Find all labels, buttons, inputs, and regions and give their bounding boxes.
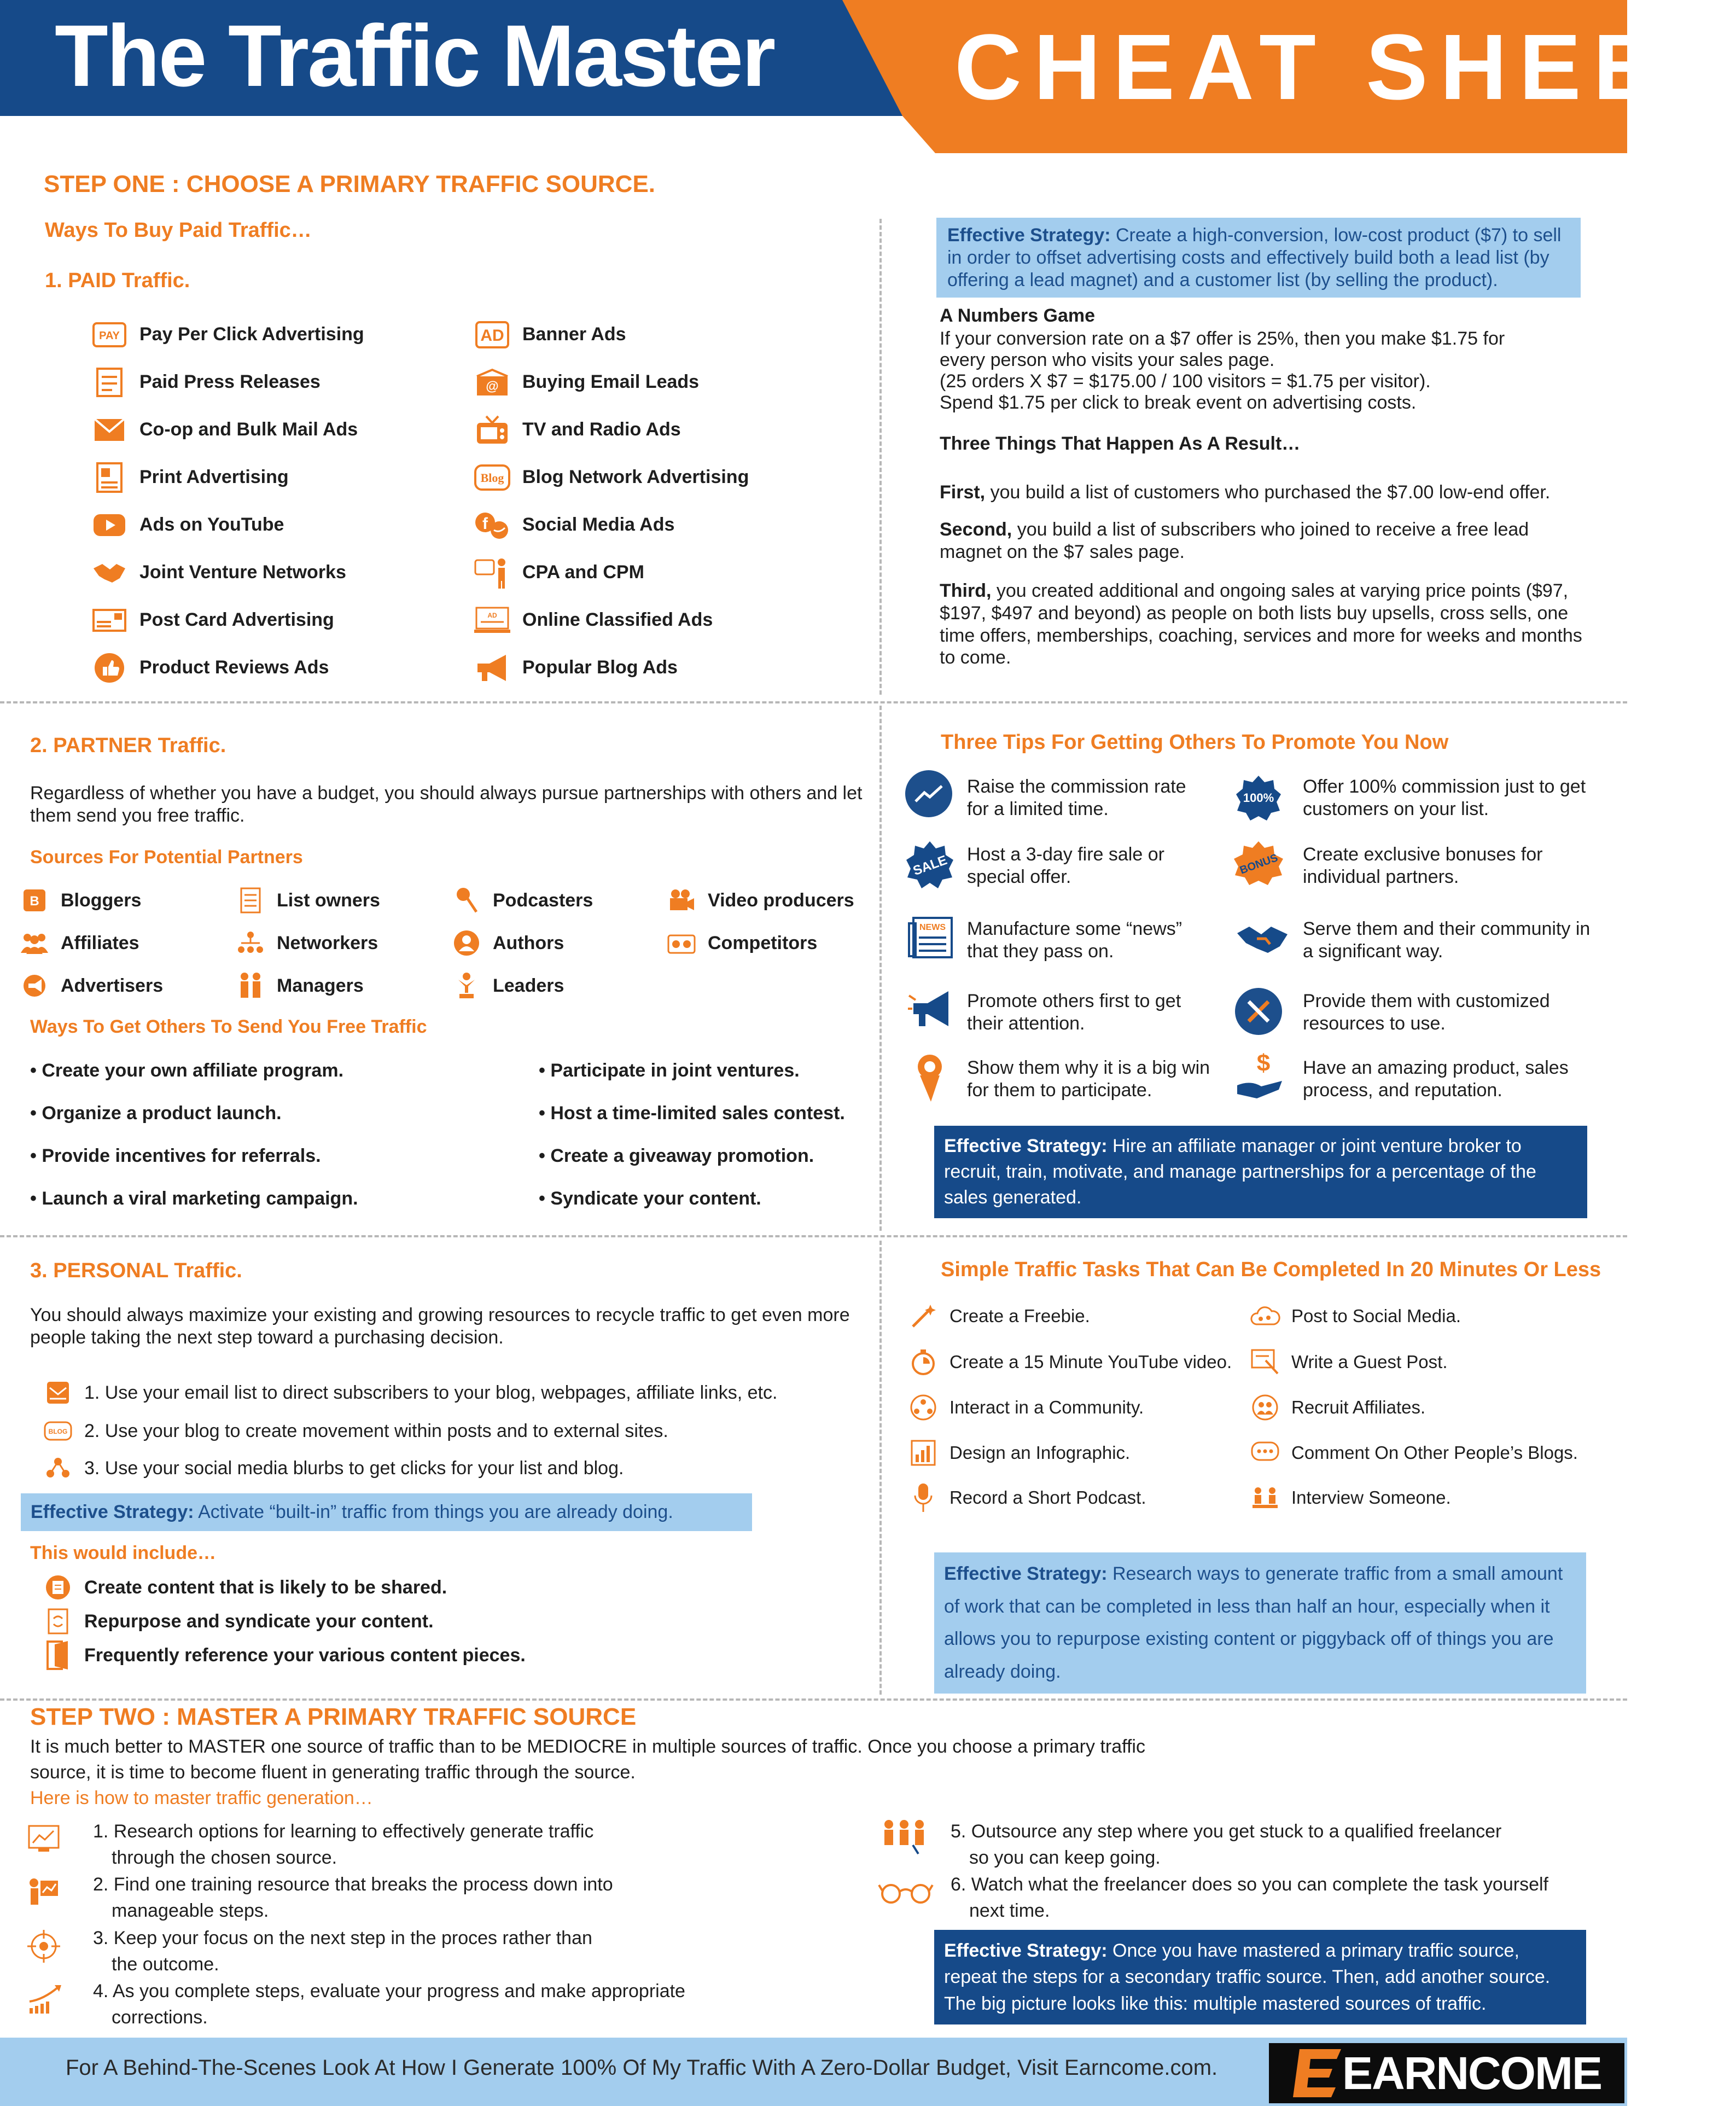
include-item <box>43 1640 526 1671</box>
result-first-label: First, <box>940 482 986 503</box>
tip-icon-percent <box>1235 775 1282 824</box>
personal-step <box>43 1453 624 1483</box>
source-item <box>451 970 564 1001</box>
page-title: The Traffic Master <box>55 7 774 104</box>
step-two-intro: It is much better to MASTER one source of traffic than to be MEDIOCRE in multiple sources of traffic. Once you choose a primary traffic source, it is time to become fluent in generating traffic through the source. <box>30 1736 1145 1783</box>
result-third <box>940 580 1585 669</box>
email-list-icon <box>43 1377 73 1408</box>
source-item <box>451 885 593 916</box>
step-one-heading: STEP ONE : CHOOSE A PRIMARY TRAFFIC SOURCE. <box>44 171 656 197</box>
ad-badge-icon <box>473 316 511 354</box>
tip-icon-bonus <box>1232 840 1285 889</box>
partner-intro: Regardless of whether you have a budget, you should always pursue partnerships with others and let them send you free traffic. <box>30 783 863 826</box>
step-two-item <box>93 1979 685 2031</box>
divider-horizontal-1 <box>0 701 1627 703</box>
affiliates-icon <box>19 928 50 958</box>
svg-text:AD: AD <box>480 326 504 345</box>
svg-text:@: @ <box>486 379 499 394</box>
step-two-icon <box>27 1876 60 1912</box>
thumbs-up-icon <box>90 649 129 687</box>
divider-horizontal-2 <box>0 1235 1627 1237</box>
step-two-icon <box>27 1824 60 1858</box>
leader-icon <box>451 970 482 1001</box>
source-label: Video producers <box>708 889 854 911</box>
paid-item <box>90 311 462 358</box>
paid-item <box>90 453 462 501</box>
step-two-line: 2. Find one training resource that breaks the process down into <box>93 1874 613 1895</box>
result-second-text: you build a list of subscribers who joined to receive a free lead magnet on the $7 sales page. <box>940 519 1529 562</box>
tip-text: Have an amazing product, sales process, and reputation. <box>1303 1057 1569 1101</box>
step-two-line: manageable steps. <box>112 1900 269 1921</box>
result-second <box>940 519 1585 563</box>
paid-item-label: Online Classified Ads <box>522 609 713 630</box>
task-text: Post to Social Media. <box>1291 1306 1461 1326</box>
step-two-item <box>93 1872 613 1924</box>
money-hand-icon <box>1235 1049 1285 1101</box>
source-label: Podcasters <box>493 889 593 911</box>
numbers-line: every person who visits your sales page. <box>940 350 1275 371</box>
step-two-line: 1. Research options for learning to effectively generate traffic <box>93 1821 594 1842</box>
paid-item <box>473 549 867 596</box>
partner-heading: 2. PARTNER Traffic. <box>30 734 226 757</box>
tip-icon-tools <box>1235 988 1282 1035</box>
paid-item-label: Print Advertising <box>139 467 289 487</box>
strategy-text: Create a high-conversion, low-cost product ($7) to sell in order to offset advertising costs and effectively build both a lead list (by offering a lead magnet) and a customer list (by selling the product). <box>947 225 1562 290</box>
step-two-line: 3. Keep your focus on the next step in the proces rather than <box>93 1928 592 1948</box>
research-icon <box>27 1824 60 1855</box>
source-item <box>19 970 163 1001</box>
tip-text: Serve them and their community in a significant way. <box>1303 918 1591 962</box>
earncome-logo[interactable] <box>1269 2043 1624 2103</box>
news-icon <box>908 916 954 959</box>
result-second-label: Second, <box>940 519 1012 540</box>
source-label: Competitors <box>708 932 818 953</box>
personal-step-text: 1. Use your email list to direct subscribers to your blog, webpages, affiliate links, etc. <box>84 1382 778 1403</box>
pay-badge-icon <box>90 316 129 354</box>
task-text: Design an Infographic. <box>949 1442 1131 1463</box>
postcard-icon <box>90 601 129 639</box>
step-two-icon <box>27 1983 63 2018</box>
paid-item <box>90 358 462 406</box>
step-two-heading: STEP TWO : MASTER A PRIMARY TRAFFIC SOURCE <box>30 1703 637 1730</box>
task-text: Interact in a Community. <box>949 1397 1144 1417</box>
paid-item <box>90 501 462 549</box>
way-item: • Syndicate your content. <box>539 1188 761 1209</box>
include-text: Frequently reference your various content pieces. <box>84 1644 526 1666</box>
tip-text: Raise the commission rate for a limited time. <box>967 776 1186 819</box>
stopwatch-icon <box>908 1347 939 1377</box>
infographic-icon <box>908 1438 939 1468</box>
page-subtitle: CHEAT SHEET <box>954 15 1736 119</box>
social-icon <box>473 506 511 544</box>
paid-item-label: Buying Email Leads <box>522 371 700 392</box>
strategy-label: Effective Strategy: <box>944 1136 1108 1156</box>
comment-icon <box>1250 1438 1280 1468</box>
community-icon <box>908 1392 939 1423</box>
paid-item-label: TV and Radio Ads <box>522 419 681 440</box>
strategy-label: Effective Strategy: <box>944 1563 1108 1584</box>
interview-icon <box>1250 1482 1280 1513</box>
way-item: • Host a time-limited sales contest. <box>539 1103 845 1124</box>
strategy-box-step-two <box>934 1930 1586 2024</box>
svg-text:AD: AD <box>487 611 497 619</box>
sources-heading: Sources For Potential Partners <box>30 847 303 868</box>
megaphone-icon <box>908 988 955 1029</box>
step-two-item <box>951 1872 1548 1924</box>
way-item: • Create your own affiliate program. <box>30 1060 344 1081</box>
paid-item-label: Banner Ads <box>522 324 626 345</box>
strategy-text: Hire an affiliate manager or joint venture broker to recruit, train, motivate, and manage partnerships for a percentage of the sales generated. <box>944 1136 1536 1208</box>
glasses-icon <box>878 1881 935 1905</box>
paid-item-label: Product Reviews Ads <box>139 657 329 678</box>
source-label: Leaders <box>493 975 564 996</box>
step-two-item <box>93 1925 592 1977</box>
task-item <box>1250 1482 1451 1513</box>
paid-item-label: Popular Blog Ads <box>522 657 678 678</box>
source-item <box>235 928 378 958</box>
megaphone-icon <box>473 649 511 687</box>
task-item <box>1250 1392 1425 1423</box>
tools-icon <box>1235 988 1282 1035</box>
svg-text:B: B <box>30 894 39 909</box>
personal-step-text: 3. Use your social media blurbs to get clicks for your list and blog. <box>84 1457 624 1479</box>
strategy-text: Activate “built-in” traffic from things you are already doing. <box>194 1502 673 1522</box>
growth-chart-icon <box>27 1983 63 2016</box>
svg-text:BLOG: BLOG <box>48 1428 68 1435</box>
task-text: Recruit Affiliates. <box>1291 1397 1426 1417</box>
paid-item-label: Blog Network Advertising <box>522 467 749 487</box>
how-to-master-heading: Here is how to master traffic generation… <box>30 1788 373 1808</box>
include-item <box>43 1606 434 1637</box>
step-two-icon <box>878 1881 935 1907</box>
source-item <box>666 928 817 958</box>
paid-item-label: Paid Press Releases <box>139 371 321 392</box>
classified-icon <box>473 601 511 639</box>
print-icon <box>90 458 129 497</box>
paid-item <box>473 596 867 644</box>
tip-text: Provide them with customized resources to use. <box>1303 991 1550 1034</box>
footer-cta[interactable]: For A Behind-The-Scenes Look At How I Generate 100% Of My Traffic With A Zero-Dollar Budget, Visit Earncome.com. <box>66 2056 1218 2080</box>
repurpose-icon <box>43 1606 73 1637</box>
strategy-label: Effective Strategy: <box>944 1940 1108 1961</box>
paid-item <box>473 406 867 453</box>
task-item <box>908 1438 1130 1468</box>
task-text: Create a 15 Minute YouTube video. <box>949 1352 1232 1372</box>
target-icon <box>27 1930 60 1963</box>
step-two-icon <box>878 1819 930 1858</box>
step-two-line: 6. Watch what the freelancer does so you can complete the task yourself <box>951 1874 1548 1895</box>
strategy-box-partner <box>934 1126 1587 1218</box>
step-two-line: 5. Outsource any step where you get stuck to a qualified freelancer <box>951 1821 1502 1842</box>
task-item <box>908 1392 1144 1423</box>
paid-item <box>473 311 867 358</box>
source-item <box>235 970 364 1001</box>
source-label: Bloggers <box>61 889 142 911</box>
task-text: Comment On Other People’s Blogs. <box>1291 1442 1578 1463</box>
step-two-line: through the chosen source. <box>112 1847 337 1868</box>
handshake-icon <box>90 554 129 592</box>
percent-badge-text: 100% <box>1243 791 1274 805</box>
paid-item-label: CPA and CPM <box>522 562 644 583</box>
svg-text:f: f <box>482 514 488 533</box>
source-item <box>451 928 564 958</box>
logo-e-mark <box>1292 2047 1342 2099</box>
source-label: Networkers <box>277 932 378 953</box>
step-two-line: 4. As you complete steps, evaluate your progress and make appropriate <box>93 1981 685 2002</box>
step-two-line: so you can keep going. <box>969 1847 1161 1868</box>
task-text: Create a Freebie. <box>949 1306 1090 1326</box>
divider-vertical-1 <box>879 219 882 695</box>
tip-text: Host a 3-day fire sale or special offer. <box>967 844 1164 887</box>
way-item: • Participate in joint ventures. <box>539 1060 800 1081</box>
recruit-icon <box>1250 1392 1280 1423</box>
source-label: Authors <box>493 932 564 953</box>
way-item: • Organize a product launch. <box>30 1103 282 1124</box>
content-icon <box>43 1572 73 1603</box>
step-two-line: corrections. <box>112 2006 208 2028</box>
handshake-icon <box>1235 922 1290 955</box>
strategy-label: Effective Strategy: <box>947 225 1111 246</box>
ways-to-buy-heading: Ways To Buy Paid Traffic… <box>45 219 312 242</box>
source-label: List owners <box>277 889 380 911</box>
personal-intro: You should always maximize your existing and growing resources to recycle traffic to get even more people taking the next step toward a purchasing decision. <box>30 1305 850 1348</box>
tasks-heading: Simple Traffic Tasks That Can Be Completed In 20 Minutes Or Less <box>941 1258 1601 1281</box>
svg-text:PAY: PAY <box>99 329 120 342</box>
personal-step <box>43 1416 668 1446</box>
tip-text: Promote others first to get their attention. <box>967 991 1181 1034</box>
task-text: Record a Short Podcast. <box>949 1487 1146 1508</box>
paid-item <box>473 644 867 691</box>
press-release-icon <box>90 363 129 402</box>
divider-horizontal-3 <box>0 1698 1627 1701</box>
paid-item-label: Ads on YouTube <box>139 514 284 535</box>
tip-text: Offer 100% commission just to get customers on your list. <box>1303 776 1586 819</box>
source-item <box>19 928 139 958</box>
numbers-line: If your conversion rate on a $7 offer is 25%, then you make $1.75 for <box>940 328 1505 349</box>
personal-heading: 3. PERSONAL Traffic. <box>30 1259 242 1282</box>
paid-item <box>473 501 867 549</box>
tip-icon-news <box>908 916 954 962</box>
paid-item-label: Post Card Advertising <box>139 609 334 630</box>
managers-icon <box>235 970 266 1001</box>
paid-item-label: Co-op and Bulk Mail Ads <box>139 419 358 440</box>
sale-badge-icon <box>905 840 954 889</box>
result-first <box>940 481 1601 504</box>
three-things-heading: Three Things That Happen As A Result… <box>940 433 1301 454</box>
magic-wand-icon <box>908 1301 939 1331</box>
source-label: Advertisers <box>61 975 164 996</box>
source-item <box>666 885 854 916</box>
include-text: Create content that is likely to be shared. <box>84 1576 447 1598</box>
task-text: Interview Someone. <box>1291 1487 1451 1508</box>
source-item <box>235 885 380 916</box>
strategy-box-paid <box>936 218 1581 298</box>
paid-traffic-heading: 1. PAID Traffic. <box>45 269 190 292</box>
mail-icon <box>90 411 129 449</box>
rate-up-icon <box>905 770 952 817</box>
paid-item <box>90 596 462 644</box>
step-two-line: the outcome. <box>112 1953 219 1975</box>
personal-step-text: 2. Use your blog to create movement within posts and to external sites. <box>84 1420 668 1441</box>
strategy-box-tasks <box>934 1552 1586 1694</box>
tv-radio-icon <box>473 411 511 449</box>
paid-list-left <box>90 311 462 691</box>
would-include-heading: This would include… <box>30 1543 216 1563</box>
paid-item <box>90 644 462 691</box>
author-icon <box>451 928 482 958</box>
way-item: • Provide incentives for referrals. <box>30 1145 321 1166</box>
freelancers-icon <box>878 1819 930 1855</box>
bonus-badge-text: BONUS <box>1238 852 1280 877</box>
blogger-icon <box>19 885 50 916</box>
numbers-line: (25 orders X $7 = $175.00 / 100 visitors = $1.75 per visitor). <box>940 371 1431 392</box>
numbers-game-text <box>940 328 1505 414</box>
tip-icon-rate <box>905 770 952 817</box>
paid-item <box>473 453 867 501</box>
blog-icon <box>43 1416 73 1446</box>
tip-text: Create exclusive bonuses for individual partners. <box>1303 844 1543 887</box>
social-cloud-icon <box>1250 1301 1280 1331</box>
paid-list-right <box>473 311 867 691</box>
microphone-icon <box>451 885 482 916</box>
include-text: Repurpose and syndicate your content. <box>84 1610 434 1632</box>
reference-icon <box>43 1640 73 1671</box>
free-traffic-heading: Ways To Get Others To Send You Free Traffic <box>30 1016 427 1037</box>
svg-text:Blog: Blog <box>480 470 504 485</box>
source-label: Managers <box>277 975 364 996</box>
numbers-game-heading: A Numbers Game <box>940 305 1096 326</box>
strategy-box-personal <box>21 1493 752 1531</box>
tip-icon-sale <box>905 840 954 892</box>
numbers-line: Spend $1.75 per click to break event on advertising costs. <box>940 392 1417 414</box>
email-leads-icon <box>473 363 511 402</box>
source-item <box>19 885 141 916</box>
tips-heading: Three Tips For Getting Others To Promote You Now <box>941 731 1449 754</box>
paid-item <box>90 549 462 596</box>
tip-icon-pointer <box>909 1050 951 1106</box>
youtube-icon <box>90 506 129 544</box>
svg-text:NEWS: NEWS <box>919 923 946 932</box>
step-two-item <box>951 1819 1501 1871</box>
sale-badge-text: SALE <box>911 852 949 879</box>
task-item <box>1250 1438 1578 1468</box>
network-icon <box>235 928 266 958</box>
personal-step <box>43 1377 777 1408</box>
result-third-text: you created additional and ongoing sales at varying price points ($97, $197, $497 and beyond) as people on both lists buy upsells, cross sells, one time offers, memberships, coaching, services and more for weeks and months to come. <box>940 580 1582 668</box>
list-icon <box>235 885 266 916</box>
divider-vertical-2 <box>879 706 882 1231</box>
way-item: • Launch a viral marketing campaign. <box>30 1188 358 1209</box>
social-share-icon <box>43 1453 73 1483</box>
training-icon <box>27 1876 60 1909</box>
paid-item-label: Joint Venture Networks <box>139 562 346 583</box>
video-camera-icon <box>666 885 697 916</box>
tip-icon-megaphone <box>908 988 955 1032</box>
bonus-badge-icon <box>1232 840 1285 886</box>
pointer-icon <box>909 1050 951 1103</box>
result-third-label: Third, <box>940 580 992 601</box>
paid-item <box>90 406 462 453</box>
task-item <box>908 1482 1146 1513</box>
divider-vertical-3 <box>879 1241 882 1695</box>
step-two-item <box>93 1819 593 1871</box>
tip-text: Show them why it is a big win for them to participate. <box>967 1057 1210 1101</box>
tip-text: Manufacture some “news” that they pass on. <box>967 918 1182 962</box>
task-item <box>908 1347 1232 1377</box>
task-item <box>908 1301 1090 1331</box>
podcast-mic-icon <box>908 1482 939 1513</box>
tip-icon-handshake <box>1235 922 1290 958</box>
task-text: Write a Guest Post. <box>1291 1352 1448 1372</box>
result-first-text: you build a list of customers who purchased the $7.00 low-end offer. <box>985 482 1551 503</box>
strategy-text: Once you have mastered a primary traffic source, repeat the steps for a secondary traffic source. Then, add another source. The big picture looks like this: multiple mastered sources of traffic. <box>944 1940 1551 2014</box>
task-item <box>1250 1301 1461 1331</box>
logo-wordmark: EARNCOME <box>1342 2047 1601 2099</box>
strategy-text: Research ways to generate traffic from a small amount of work that can be completed in less than half an hour, especially when it allows you to repurpose existing content or piggyback off of things you are already doing. <box>944 1563 1563 1682</box>
guest-post-icon <box>1250 1347 1280 1377</box>
source-label: Affiliates <box>61 932 139 953</box>
cpa-icon <box>473 554 511 592</box>
advertiser-icon <box>19 970 50 1001</box>
way-item: • Create a giveaway promotion. <box>539 1145 814 1166</box>
step-two-line: next time. <box>969 1900 1050 1921</box>
paid-item-label: Pay Per Click Advertising <box>139 324 364 345</box>
competitors-icon <box>666 928 697 958</box>
step-two-icon <box>27 1930 60 1965</box>
blog-icon <box>473 458 511 497</box>
tip-icon-money <box>1235 1049 1285 1103</box>
percent-badge-icon <box>1235 775 1282 822</box>
svg-text:$: $ <box>1256 1050 1271 1077</box>
paid-item <box>473 358 867 406</box>
paid-item-label: Social Media Ads <box>522 514 675 535</box>
strategy-label: Effective Strategy: <box>31 1502 194 1522</box>
include-item <box>43 1572 447 1603</box>
task-item <box>1250 1347 1448 1377</box>
